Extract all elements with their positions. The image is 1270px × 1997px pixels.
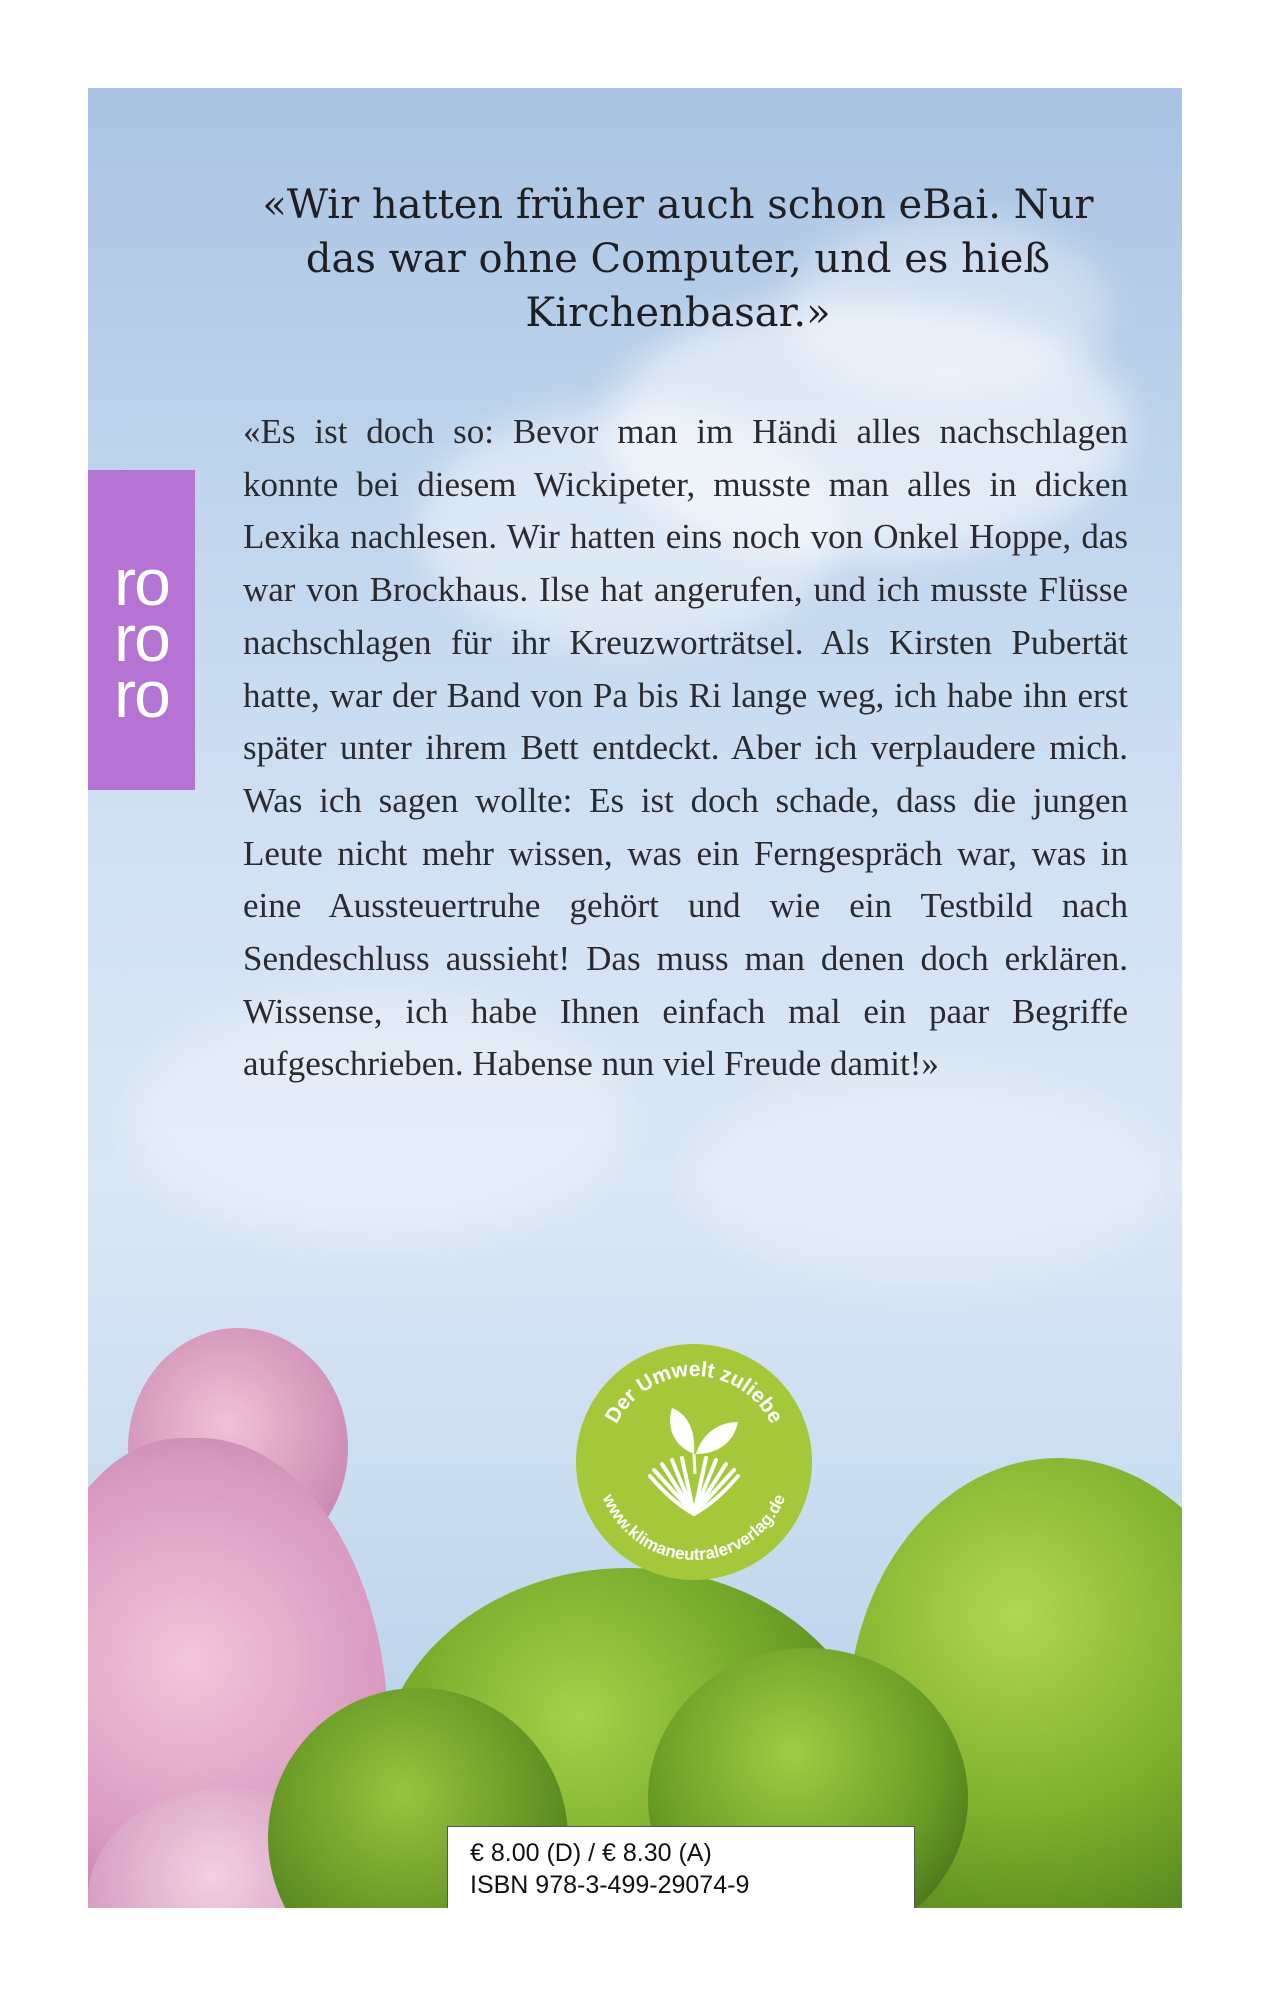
price-text: € 8.00 (D) / € 8.30 (A): [470, 1839, 712, 1867]
logo-syllable: ro: [114, 657, 169, 731]
seal-url-text: www.klimaneutralerverlag.de: [598, 1491, 790, 1565]
cloud: [688, 1068, 1168, 1288]
climate-neutral-seal: [574, 1342, 814, 1582]
headline-quote: «Wir hatten früher auch schon eBai. Nur das war ohne Computer, und es hieß Kirchenbasar.»: [262, 182, 1094, 336]
isbn-text: ISBN 978-3-499-29074-9: [470, 1871, 750, 1899]
logo-syllable: ro: [114, 545, 169, 619]
rororo-logo: [88, 470, 195, 790]
seal-top-text: Der Umwelt zuliebe: [600, 1357, 788, 1428]
price-isbn-box: [447, 1826, 915, 1908]
book-back-cover: [88, 88, 1182, 1908]
logo-syllable: ro: [114, 601, 169, 675]
blurb-text: «Es ist doch so: Bevor man im Händi alles nachschlagen konnte bei diesem Wickipeter, musste man alles in dicken Lexika nachlesen. Wir hatten eins noch von Onkel Hoppe, das war von Brockhaus. Ilse hat angerufen, und ich musste Flüsse nachschlagen für ihr Kreuzworträtsel. Als Kirsten Pubertät hatte, war der Band von Pa bis Ri lange weg, ich habe ihn erst später unter ihrem Bett entdeckt. Aber ich verplaudere mich. Was ich sagen wollte: Es ist doch schade, dass die jungen Leute nicht mehr wissen, was ein Ferngespräch war, was in eine Aussteuertruhe gehört und wie ein Testbild nach Sendeschluss aussieht! Das muss man denen doch erklären. Wissense, ich habe Ihnen einfach mal ein paar Begriffe aufgeschrieben. Habense nun viel Freude damit!»: [243, 412, 1128, 1084]
